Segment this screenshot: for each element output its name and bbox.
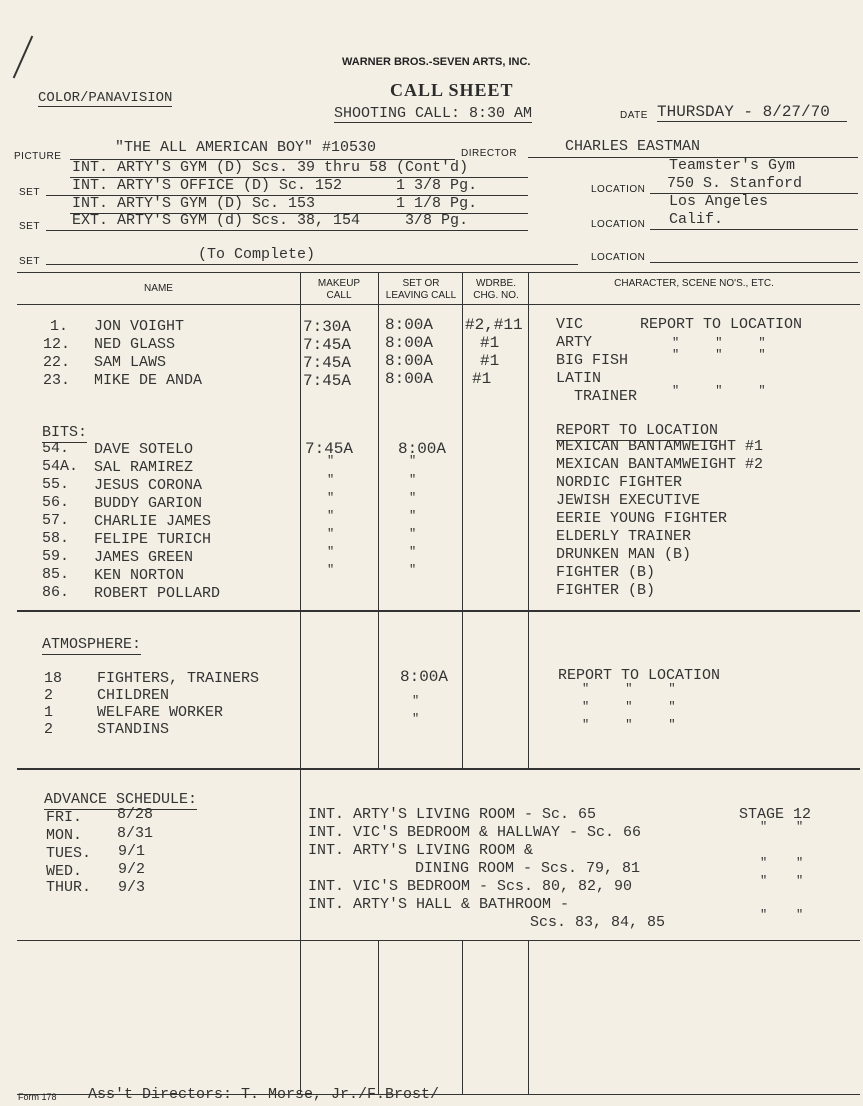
cast-no: 22. [43, 354, 71, 371]
advance-date: 9/3 [118, 879, 146, 896]
advance-date: 8/31 [117, 825, 154, 842]
bit-makeup: 7:45A [305, 440, 354, 458]
bit-name: DAVE SOTELO [94, 441, 194, 458]
cast-name: SAM LAWS [94, 354, 167, 371]
cast-wdrbe: #1 [480, 334, 500, 352]
cast-note: REPORT TO LOCATION [640, 316, 803, 333]
picture-label: PICTURE [14, 151, 62, 162]
bit-no: 54. [42, 440, 70, 457]
pen-mark [13, 36, 34, 79]
atmo-note: " " " [582, 682, 676, 696]
cast-no: 12. [43, 336, 71, 353]
cast-name: JON VOIGHT [94, 318, 185, 335]
bit-makeup: " [327, 473, 335, 487]
set-label-1: SET [19, 187, 40, 198]
atmo-desc: FIGHTERS, TRAINERS [97, 670, 260, 687]
advance-line: INT. VIC'S BEDROOM - Scs. 80, 82, 90 [308, 878, 633, 895]
location-label-3: LOCATION [591, 252, 646, 263]
cast-note: " " " [672, 348, 766, 362]
bit-makeup: " [327, 545, 335, 559]
atmo-note: " " " [582, 718, 676, 732]
cast-makeup: 7:45A [303, 336, 352, 354]
cast-role: ARTY [556, 334, 593, 351]
advance-stage: " " [760, 856, 804, 870]
advance-line: INT. VIC'S BEDROOM & HALLWAY - Sc. 66 [308, 824, 642, 841]
header-makeup: MAKEUP CALL [317, 278, 361, 301]
bit-set: " [409, 563, 417, 577]
set-line-4: EXT. ARTY'S GYM (d) Scs. 38, 154 3/8 Pg. [72, 212, 469, 229]
director-label: DIRECTOR [461, 148, 518, 159]
advance-date: 8/28 [117, 806, 154, 823]
bits-report: REPORT TO LOCATION [556, 422, 719, 439]
cast-set: 8:00A [385, 334, 434, 352]
atmo-desc: CHILDREN [97, 687, 170, 704]
bit-no: 57. [42, 512, 70, 529]
bit-no: 55. [42, 476, 70, 493]
advance-day: MON. [46, 827, 83, 844]
advance-day: TUES. [46, 845, 92, 862]
advance-stage: " " [760, 874, 804, 888]
advance-line: DINING ROOM - Scs. 79, 81 [415, 860, 641, 877]
atmo-note: " " " [582, 700, 676, 714]
set-line-3: INT. ARTY'S GYM (D) Sc. 153 1 1/8 Pg. [72, 195, 478, 212]
header-set-call: SET OR LEAVING CALL [385, 278, 457, 301]
advance-stage: " " [760, 820, 804, 834]
atmo-qty: 2 [44, 687, 54, 704]
cast-name: NED GLASS [94, 336, 176, 353]
advance-line: INT. ARTY'S LIVING ROOM - Sc. 65 [308, 806, 597, 823]
location-line-3: Los Angeles [669, 193, 769, 210]
bit-role: ELDERLY TRAINER [556, 528, 692, 545]
set-line-5: (To Complete) [198, 246, 316, 263]
bit-name: SAL RAMIREZ [94, 459, 194, 476]
bit-makeup: " [327, 454, 335, 468]
location-label-2: LOCATION [591, 219, 646, 230]
cast-role: TRAINER [574, 388, 638, 405]
bit-no: 85. [42, 566, 70, 583]
atmo-desc: STANDINS [97, 721, 170, 738]
bit-name: FELIPE TURICH [94, 531, 212, 548]
cast-set: 8:00A [385, 370, 434, 388]
bit-set: " [409, 527, 417, 541]
company-name: WARNER BROS.-SEVEN ARTS, INC. [342, 56, 531, 68]
header-name: NAME [144, 283, 173, 294]
bit-set: " [409, 545, 417, 559]
atmosphere-label: ATMOSPHERE: [42, 636, 142, 653]
cast-name: MIKE DE ANDA [94, 372, 203, 389]
cast-note: " " " [672, 384, 766, 398]
set-label-2: SET [19, 221, 40, 232]
shooting-call: SHOOTING CALL: 8:30 AM [334, 105, 533, 122]
set-label-3: SET [19, 256, 40, 267]
bit-role: FIGHTER (B) [556, 564, 656, 581]
atmo-set: " [412, 712, 420, 726]
cast-no: 23. [43, 372, 71, 389]
bit-set: " [409, 491, 417, 505]
date-label: DATE [620, 110, 648, 121]
advance-line: Scs. 83, 84, 85 [530, 914, 666, 931]
bit-role: MEXICAN BANTAMWEIGHT #1 [556, 438, 764, 455]
advance-line: INT. ARTY'S HALL & BATHROOM - [308, 896, 570, 913]
bit-set: " [409, 454, 417, 468]
page-title: CALL SHEET [390, 80, 514, 100]
bit-no: 58. [42, 530, 70, 547]
bit-role: NORDIC FIGHTER [556, 474, 683, 491]
format-label: COLOR/PANAVISION [38, 90, 173, 106]
bit-set: " [409, 509, 417, 523]
bit-no: 56. [42, 494, 70, 511]
director-value: CHARLES EASTMAN [565, 138, 701, 155]
picture-value: "THE ALL AMERICAN BOY" #10530 [115, 139, 377, 156]
atmo-qty: 1 [44, 704, 54, 721]
bit-no: 59. [42, 548, 70, 565]
cast-wdrbe: #1 [472, 370, 492, 388]
bit-set: " [409, 473, 417, 487]
bit-name: CHARLIE JAMES [94, 513, 212, 530]
bit-role: JEWISH EXECUTIVE [556, 492, 701, 509]
cast-set: 8:00A [385, 352, 434, 370]
date-value: THURSDAY - 8/27/70 [657, 103, 847, 122]
bit-name: KEN NORTON [94, 567, 185, 584]
bit-role: FIGHTER (B) [556, 582, 656, 599]
advance-stage: STAGE 12 [739, 806, 812, 823]
location-line-2: 750 S. Stanford [667, 175, 803, 192]
form-number: Form 178 [18, 1092, 57, 1102]
cast-role: BIG FISH [556, 352, 629, 369]
cast-wdrbe: #1 [480, 352, 500, 370]
advance-stage: " " [760, 908, 804, 922]
bit-name: ROBERT POLLARD [94, 585, 221, 602]
advance-day: FRI. [46, 809, 83, 826]
atmo-set: " [412, 694, 420, 708]
cast-makeup: 7:45A [303, 354, 352, 372]
bit-no: 54A. [42, 458, 79, 475]
bit-name: JAMES GREEN [94, 549, 194, 566]
atmo-qty: 18 [44, 670, 63, 687]
header-character: CHARACTER, SCENE NO'S., ETC. [614, 278, 774, 289]
advance-day: THUR. [46, 879, 92, 896]
cast-makeup: 7:30A [303, 318, 352, 336]
cast-wdrbe: #2,#11 [465, 316, 523, 334]
cast-role: LATIN [556, 370, 602, 387]
atmo-set: 8:00A [400, 668, 449, 686]
bit-makeup: " [327, 563, 335, 577]
location-line-4: Calif. [669, 211, 724, 228]
advance-day: WED. [46, 863, 83, 880]
cast-set: 8:00A [385, 316, 434, 334]
cast-makeup: 7:45A [303, 372, 352, 390]
bit-makeup: " [327, 527, 335, 541]
atmo-desc: WELFARE WORKER [97, 704, 224, 721]
advance-label: ADVANCE SCHEDULE: [44, 791, 198, 808]
location-line-1: Teamster's Gym [669, 157, 796, 174]
bit-no: 86. [42, 584, 70, 601]
header-wardrobe: WDRBE. CHG. NO. [473, 278, 519, 301]
bits-label: BITS: [42, 424, 88, 441]
bit-role: MEXICAN BANTAMWEIGHT #2 [556, 456, 764, 473]
cast-note: " " " [672, 336, 766, 350]
location-label-1: LOCATION [591, 184, 646, 195]
bit-role: EERIE YOUNG FIGHTER [556, 510, 728, 527]
advance-date: 9/1 [118, 843, 146, 860]
advance-date: 9/2 [118, 861, 146, 878]
bit-name: BUDDY GARION [94, 495, 203, 512]
atmo-note: REPORT TO LOCATION [558, 667, 721, 684]
bit-role: DRUNKEN MAN (B) [556, 546, 692, 563]
cast-role: VIC [556, 316, 584, 333]
advance-line: INT. ARTY'S LIVING ROOM & [308, 842, 534, 859]
set-line-2: INT. ARTY'S OFFICE (D) Sc. 152 1 3/8 Pg. [72, 177, 478, 194]
footer-assistant-directors: Ass't Directors: T. Morse, Jr./F.Brost/ [88, 1086, 440, 1103]
atmo-qty: 2 [44, 721, 54, 738]
bit-makeup: " [327, 491, 335, 505]
cast-no: 1. [50, 318, 69, 335]
bit-set: 8:00A [398, 440, 447, 458]
bit-makeup: " [327, 509, 335, 523]
set-line-1: INT. ARTY'S GYM (D) Scs. 39 thru 58 (Cont'd) [72, 159, 469, 176]
bit-name: JESUS CORONA [94, 477, 203, 494]
